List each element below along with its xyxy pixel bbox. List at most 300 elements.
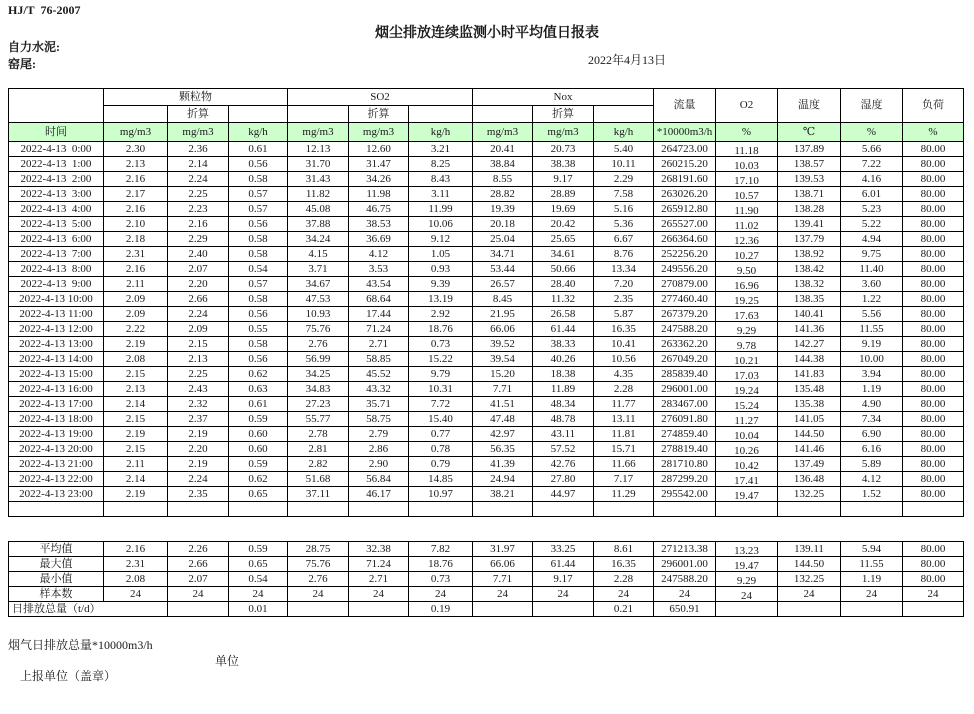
cell: 0.65 [229,487,288,502]
cell: 80.00 [903,352,964,367]
cell: 141.36 [778,322,841,337]
cell: 0.63 [229,382,288,397]
cell: 2.92 [409,307,473,322]
cell: 80.00 [903,442,964,457]
cell: 34.83 [288,382,349,397]
cell: 136.48 [778,472,841,487]
cell: 138.57 [778,157,841,172]
cell: 8.61 [594,542,654,557]
cell: 24 [841,587,903,602]
cell [778,502,841,517]
cell: 276091.80 [654,412,716,427]
unit-header: mg/m3 [288,123,349,142]
cell: 34.67 [288,277,349,292]
cell: 4.35 [594,367,654,382]
cell: 18.76 [409,557,473,572]
cell [9,502,104,517]
cell: 9.39 [409,277,473,292]
hourly-data-table [8,88,964,517]
cell: 5.23 [841,202,903,217]
cell: 35.71 [349,397,409,412]
cell: 7.71 [473,572,533,587]
cell: 24 [288,587,349,602]
cell: 2.24 [168,172,229,187]
cell: 80.00 [903,397,964,412]
unit-header: % [716,123,778,142]
cell: 80.00 [903,367,964,382]
cell: 34.71 [473,247,533,262]
cell: 2.30 [104,142,168,157]
cell: 263362.20 [654,337,716,352]
subheader-blank [229,106,288,123]
time-cell: 2022-4-13 19:00 [9,427,104,442]
cell: 7.34 [841,412,903,427]
cell: 7.17 [594,472,654,487]
cell: 0.93 [409,262,473,277]
cell: 0.57 [229,187,288,202]
time-cell: 2022-4-13 9:00 [9,277,104,292]
cell: 11.02 [716,219,778,234]
cell: 11.55 [841,557,903,572]
cell: 5.94 [841,542,903,557]
cell: 58.85 [349,352,409,367]
subheader-converted-nox: 折算 [533,106,594,123]
cell: 2.20 [168,442,229,457]
subheader-blank [409,106,473,123]
cell: 15.20 [473,367,533,382]
col-header-load: 负荷 [903,89,964,123]
cell: 66.06 [473,322,533,337]
cell: 19.47 [716,559,778,574]
cell: 43.54 [349,277,409,292]
cell: 27.23 [288,397,349,412]
cell: 9.17 [533,572,594,587]
cell: 2.71 [349,572,409,587]
cell: 80.00 [903,457,964,472]
cell: 80.00 [903,322,964,337]
cell: 0.01 [229,602,288,617]
cell: 39.54 [473,352,533,367]
cell: 144.50 [778,557,841,572]
cell: 142.27 [778,337,841,352]
time-cell: 2022-4-13 20:00 [9,442,104,457]
cell [903,602,964,617]
cell: 48.34 [533,397,594,412]
cell: 50.66 [533,262,594,277]
cell: 2.35 [168,487,229,502]
cell: 36.69 [349,232,409,247]
cell: 139.53 [778,172,841,187]
cell: 61.44 [533,557,594,572]
cell: 80.00 [903,542,964,557]
table-row [9,292,964,307]
subheader-converted-so2: 折算 [349,106,409,123]
cell: 11.89 [533,382,594,397]
cell: 2.14 [168,157,229,172]
cell: 0.60 [229,442,288,457]
cell: 80.00 [903,172,964,187]
cell: 2.08 [104,352,168,367]
cell: 80.00 [903,262,964,277]
cell: 7.20 [594,277,654,292]
cell: 28.40 [533,277,594,292]
subheader-blank [288,106,349,123]
cell: 61.44 [533,322,594,337]
col-header-temperature: 温度 [778,89,841,123]
cell: 1.22 [841,292,903,307]
cell: 0.56 [229,217,288,232]
cell: 20.18 [473,217,533,232]
unit-label: 单位 [215,654,240,668]
reporting-unit-label: 上报单位（盖章） [20,669,117,683]
cell: 9.29 [716,324,778,339]
cell: 287299.20 [654,472,716,487]
cell: 268191.60 [654,172,716,187]
cell: 21.95 [473,307,533,322]
cell: 11.90 [716,204,778,219]
cell: 31.97 [473,542,533,557]
header-row-groups [9,89,964,106]
cell: 11.32 [533,292,594,307]
cell: 2.66 [168,292,229,307]
table-row [9,412,964,427]
cell: 20.41 [473,142,533,157]
cell: 2.25 [168,187,229,202]
cell [716,502,778,517]
daily-total-label: 日排放总量（t/d） [9,602,168,617]
unit-header: ℃ [778,123,841,142]
cell: 0.79 [409,457,473,472]
cell: 7.72 [409,397,473,412]
hour-rows [9,142,964,517]
summary-row [9,542,964,557]
cell: 24 [229,587,288,602]
cell: 274859.40 [654,427,716,442]
cell: 295542.00 [654,487,716,502]
cell: 0.55 [229,322,288,337]
cell: 11.77 [594,397,654,412]
unit-header: mg/m3 [168,123,229,142]
cell: 34.26 [349,172,409,187]
table-row [9,217,964,232]
cell: 9.75 [841,247,903,262]
cell: 58.75 [349,412,409,427]
cell: 2.78 [288,427,349,442]
unit-header: mg/m3 [533,123,594,142]
cell: 278819.40 [654,442,716,457]
cell: 2.24 [168,472,229,487]
empty-row [9,502,964,517]
cell: 247588.20 [654,572,716,587]
cell: 144.50 [778,427,841,442]
cell: 2.07 [168,262,229,277]
cell: 2.13 [168,352,229,367]
table-row [9,187,964,202]
cell: 24 [168,587,229,602]
unit-header: mg/m3 [349,123,409,142]
cell: 2.13 [104,382,168,397]
cell: 2.19 [104,427,168,442]
cell: 14.85 [409,472,473,487]
cell: 0.56 [229,352,288,367]
cell: 1.19 [841,382,903,397]
cell: 6.01 [841,187,903,202]
time-cell: 2022-4-13 5:00 [9,217,104,232]
cell: 2.19 [168,427,229,442]
cell: 11.40 [841,262,903,277]
cell: 80.00 [903,292,964,307]
summary-table [8,541,964,617]
summary-label: 样本数 [9,587,104,602]
cell: 10.11 [594,157,654,172]
time-cell: 2022-4-13 22:00 [9,472,104,487]
cell: 0.56 [229,157,288,172]
cell: 51.68 [288,472,349,487]
time-cell: 2022-4-13 8:00 [9,262,104,277]
cell: 34.24 [288,232,349,247]
table-row [9,397,964,412]
cell: 55.77 [288,412,349,427]
unit-header: *10000m3/h [654,123,716,142]
cell: 38.33 [533,337,594,352]
cell: 2.28 [594,572,654,587]
cell: 2.14 [104,397,168,412]
cell: 2.31 [104,557,168,572]
cell: 17.10 [716,174,778,189]
cell: 10.00 [841,352,903,367]
cell: 24 [594,587,654,602]
table-row [9,202,964,217]
cell: 13.19 [409,292,473,307]
time-cell: 2022-4-13 16:00 [9,382,104,397]
table-row [9,382,964,397]
cell: 19.39 [473,202,533,217]
cell [473,602,533,617]
cell: 24 [473,587,533,602]
cell: 9.12 [409,232,473,247]
cell: 5.16 [594,202,654,217]
cell: 57.52 [533,442,594,457]
cell: 9.17 [533,172,594,187]
cell: 277460.40 [654,292,716,307]
cell: 2.76 [288,572,349,587]
report-date: 2022年4月13日 [588,53,667,67]
time-cell: 2022-4-13 6:00 [9,232,104,247]
cell [229,502,288,517]
doc-standard-code: HJ/T 76-2007 [8,3,81,17]
cell: 6.67 [594,232,654,247]
summary-rows [9,542,964,617]
cell [349,602,409,617]
cell: 2.15 [168,337,229,352]
cell: 2.66 [168,557,229,572]
cell: 46.75 [349,202,409,217]
cell: 27.80 [533,472,594,487]
cell [778,602,841,617]
cell: 3.11 [409,187,473,202]
unit-header: kg/h [229,123,288,142]
cell: 17.03 [716,369,778,384]
time-column-header: 时间 [9,123,104,142]
cell: 24 [903,587,964,602]
daily-total-row [9,602,964,617]
cell: 80.00 [903,412,964,427]
cell: 56.84 [349,472,409,487]
cell: 24 [654,587,716,602]
cell: 2.37 [168,412,229,427]
cell: 11.27 [716,414,778,429]
unit-header: % [841,123,903,142]
cell: 15.24 [716,399,778,414]
cell: 20.42 [533,217,594,232]
cell: 71.24 [349,557,409,572]
cell: 80.00 [903,572,964,587]
cell: 7.58 [594,187,654,202]
cell: 9.50 [716,264,778,279]
cell: 2.14 [104,472,168,487]
cell: 80.00 [903,337,964,352]
cell: 11.82 [288,187,349,202]
cell: 19.24 [716,384,778,399]
cell: 2.90 [349,457,409,472]
cell: 12.13 [288,142,349,157]
cell [288,602,349,617]
cell: 9.19 [841,337,903,352]
cell: 6.90 [841,427,903,442]
cell: 0.77 [409,427,473,442]
cell: 75.76 [288,557,349,572]
group-header-pm: 颗粒物 [104,89,288,106]
cell: 2.10 [104,217,168,232]
time-cell: 2022-4-13 17:00 [9,397,104,412]
cell: 40.26 [533,352,594,367]
cell: 2.86 [349,442,409,457]
cell: 32.38 [349,542,409,557]
table-row [9,337,964,352]
unit-header: mg/m3 [104,123,168,142]
cell: 2.79 [349,427,409,442]
time-cell: 2022-4-13 3:00 [9,187,104,202]
time-cell: 2022-4-13 10:00 [9,292,104,307]
cell: 0.59 [229,542,288,557]
time-cell: 2022-4-13 12:00 [9,322,104,337]
cell: 28.82 [473,187,533,202]
cell: 16.35 [594,557,654,572]
cell: 80.00 [903,427,964,442]
cell: 139.11 [778,542,841,557]
table-row [9,157,964,172]
cell: 132.25 [778,572,841,587]
cell: 264723.00 [654,142,716,157]
cell: 2.19 [104,337,168,352]
cell: 137.79 [778,232,841,247]
cell: 19.69 [533,202,594,217]
cell: 80.00 [903,487,964,502]
company-label: 自力水泥: [8,40,60,54]
cell [903,502,964,517]
cell: 4.94 [841,232,903,247]
cell: 5.40 [594,142,654,157]
cell: 2.76 [288,337,349,352]
cell: 47.53 [288,292,349,307]
table-row [9,472,964,487]
cell: 10.97 [409,487,473,502]
cell: 285839.40 [654,367,716,382]
cell: 0.21 [594,602,654,617]
table-row [9,457,964,472]
table-row [9,487,964,502]
cell: 2.29 [168,232,229,247]
cell: 2.82 [288,457,349,472]
cell: 2.19 [104,487,168,502]
cell: 7.22 [841,157,903,172]
cell: 80.00 [903,232,964,247]
time-cell: 2022-4-13 15:00 [9,367,104,382]
cell: 281710.80 [654,457,716,472]
cell: 260215.20 [654,157,716,172]
cell: 5.22 [841,217,903,232]
cell: 4.15 [288,247,349,262]
cell [349,502,409,517]
cell: 3.94 [841,367,903,382]
cell: 2.08 [104,572,168,587]
time-cell: 2022-4-13 21:00 [9,457,104,472]
cell: 2.24 [168,307,229,322]
cell: 265912.80 [654,202,716,217]
cell: 2.16 [104,542,168,557]
cell: 2.25 [168,367,229,382]
cell: 252256.20 [654,247,716,262]
cell: 31.47 [349,157,409,172]
cell: 0.62 [229,367,288,382]
cell: 0.54 [229,262,288,277]
cell: 263026.20 [654,187,716,202]
cell: 9.29 [716,574,778,589]
cell: 26.58 [533,307,594,322]
cell: 0.65 [229,557,288,572]
cell: 5.87 [594,307,654,322]
cell: 135.38 [778,397,841,412]
cell [473,502,533,517]
cell: 13.23 [716,544,778,559]
time-cell: 2022-4-13 1:00 [9,157,104,172]
cell: 34.61 [533,247,594,262]
table-row [9,352,964,367]
flue-gas-total-note: 烟气日排放总量*10000m3/h [8,638,153,652]
cell [533,602,594,617]
cell: 80.00 [903,307,964,322]
cell: 1.19 [841,572,903,587]
cell: 2.16 [104,172,168,187]
cell: 13.11 [594,412,654,427]
cell: 20.73 [533,142,594,157]
cell: 8.45 [473,292,533,307]
cell [594,502,654,517]
cell: 68.64 [349,292,409,307]
cell: 141.46 [778,442,841,457]
cell: 2.81 [288,442,349,457]
summary-row [9,557,964,572]
cell: 80.00 [903,557,964,572]
cell: 18.38 [533,367,594,382]
subheader-blank [473,106,533,123]
cell: 0.58 [229,337,288,352]
cell: 4.90 [841,397,903,412]
cell [288,502,349,517]
group-header-so2: SO2 [288,89,473,106]
cell: 3.21 [409,142,473,157]
cell: 10.56 [594,352,654,367]
